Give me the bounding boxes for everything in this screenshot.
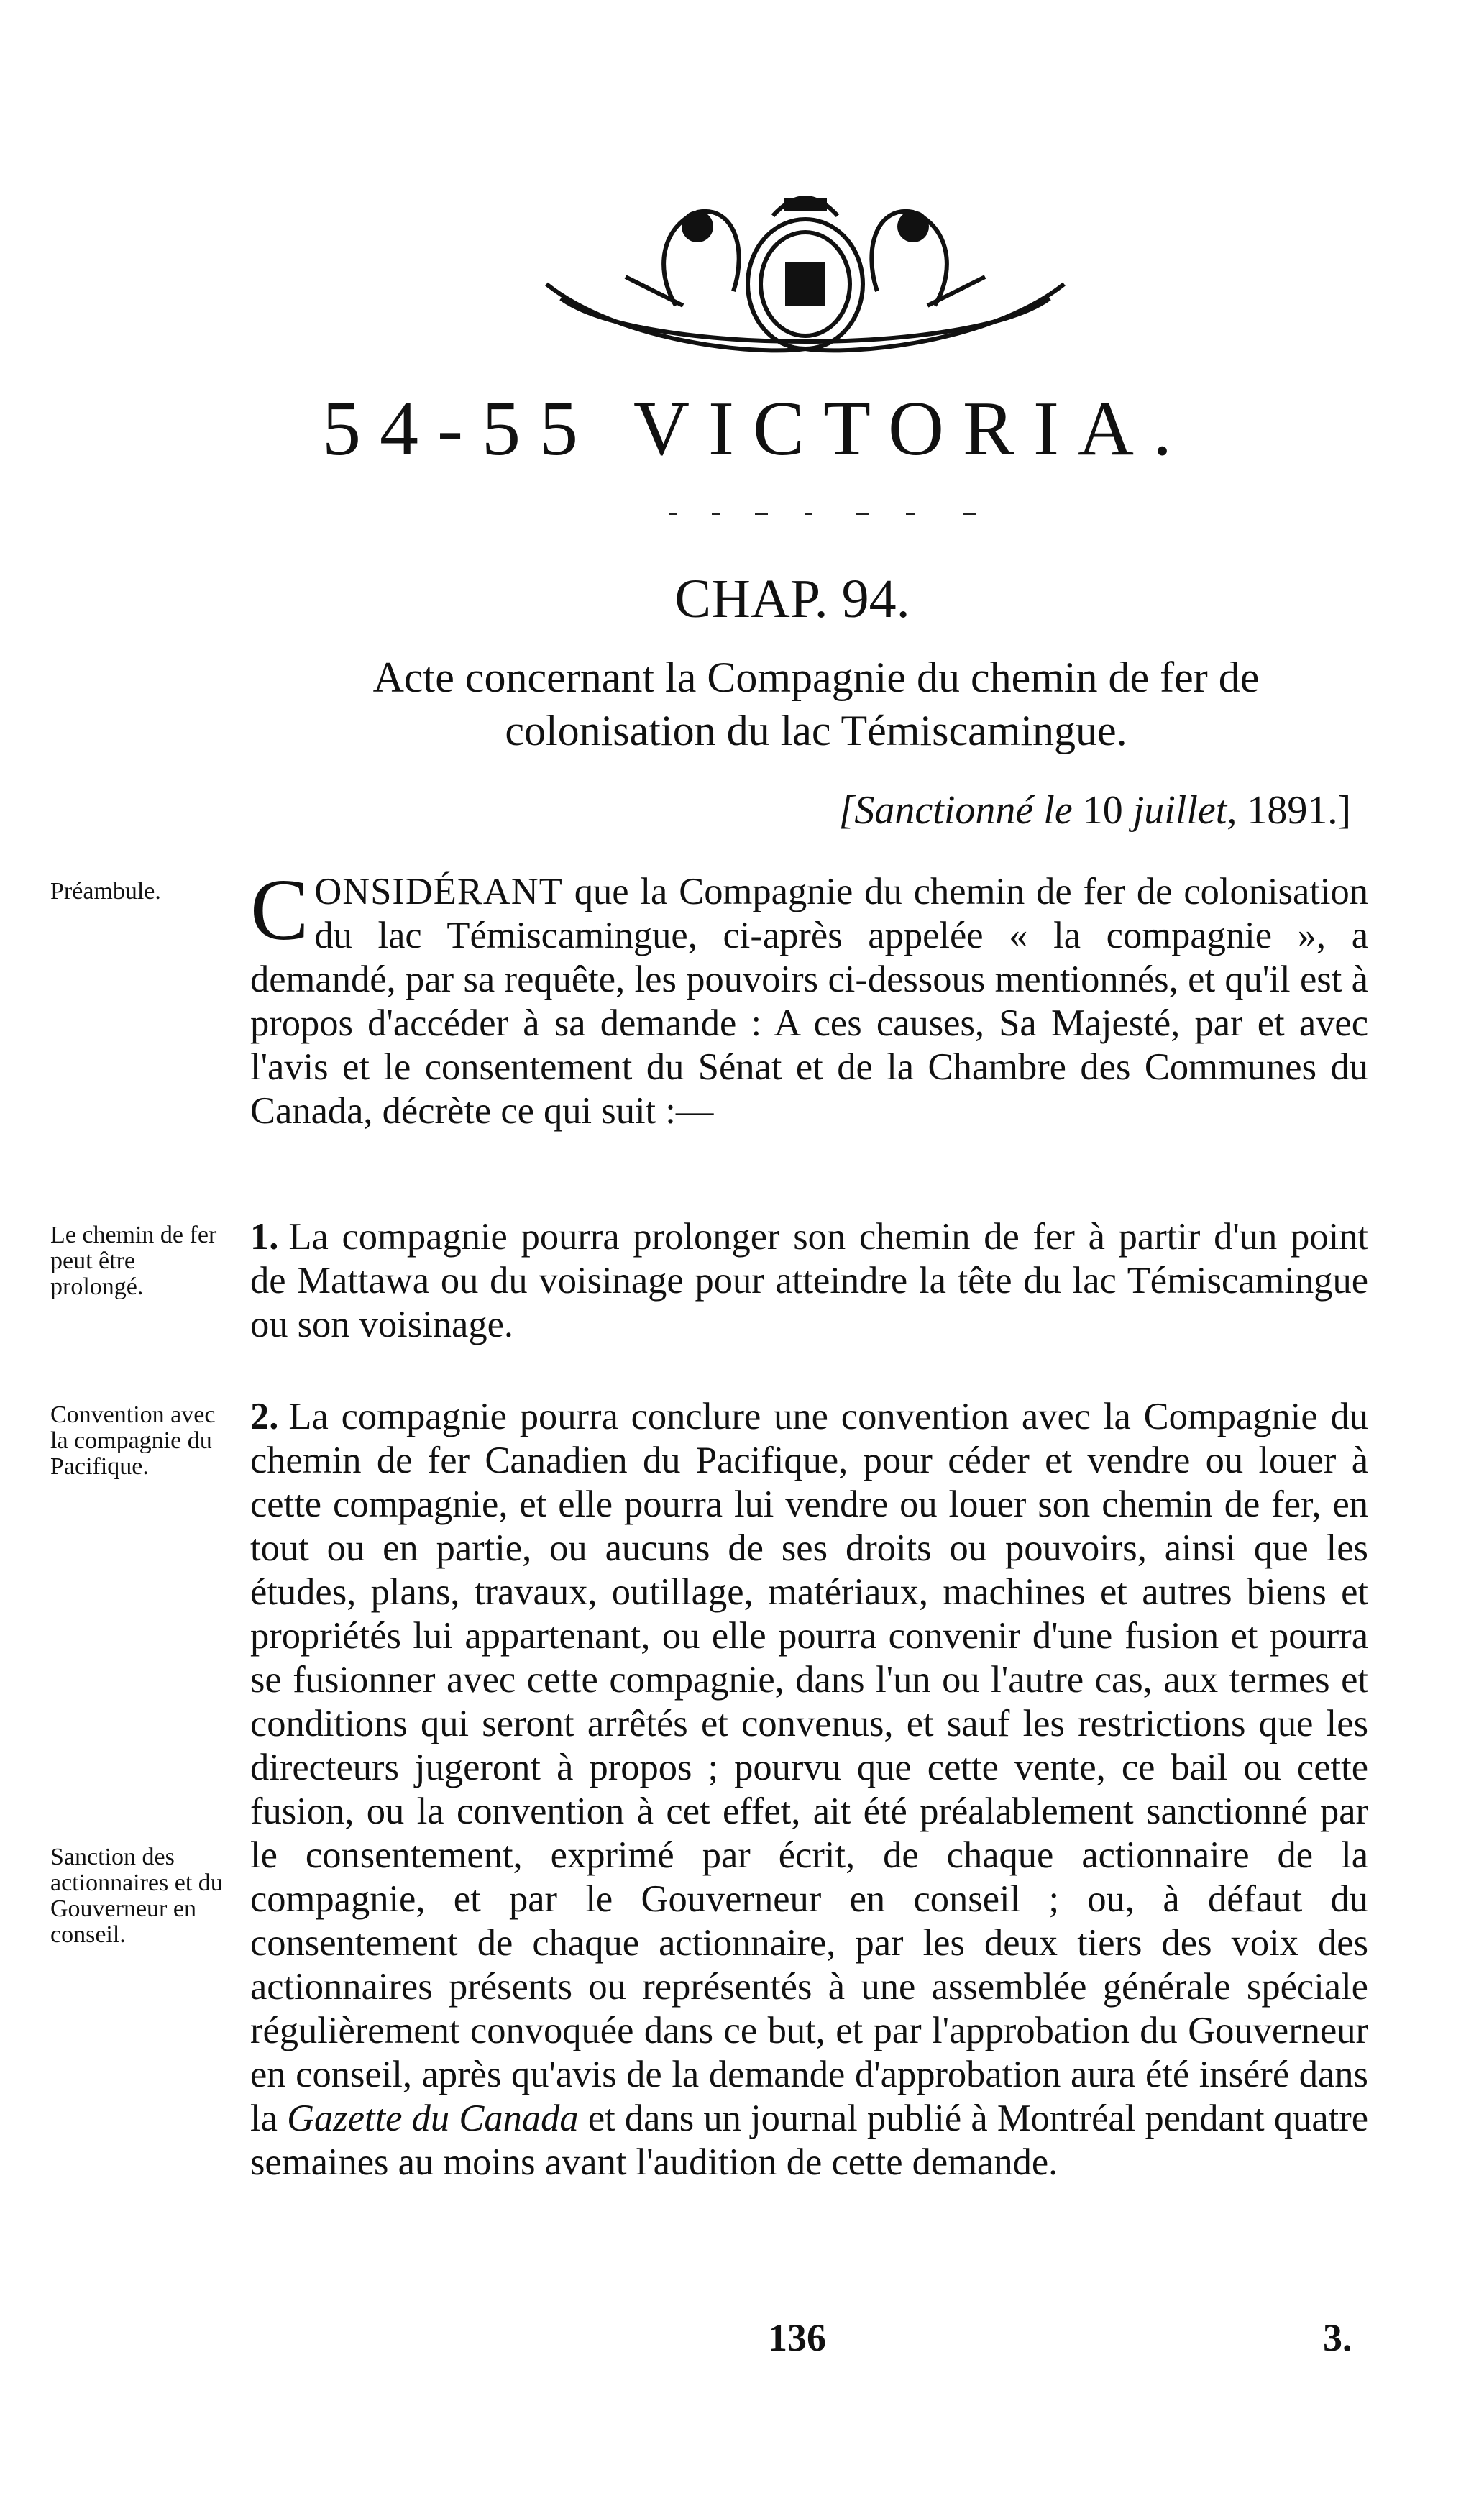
- sanction-day: 10: [1082, 788, 1123, 833]
- drop-cap: C: [250, 861, 309, 959]
- gazette-reference: Gazette du Canada: [287, 2098, 579, 2139]
- section-2-paragraph: [250, 1395, 1368, 2185]
- divider-rule: [669, 512, 978, 516]
- sanction-prefix: [Sanctionné le: [838, 788, 1073, 833]
- sanction-year: 1891.]: [1247, 788, 1351, 833]
- sanction-month: juillet,: [1132, 788, 1237, 833]
- margin-note-preamble: Préambule.: [50, 878, 161, 905]
- chapter-heading: CHAP. 94.: [674, 569, 910, 629]
- section-2-text-b: et dans un journal publié à Montréal pendant quatre semaines au moins avant l'audition de cette demande.: [250, 2098, 1369, 2183]
- preamble-lead: ONSIDÉRANT: [314, 871, 563, 912]
- margin-note-section-2-sanction: Sanction des actionnaires et du Gouverneur en conseil.: [50, 1844, 223, 1948]
- page-number: 136: [768, 2316, 826, 2359]
- section-2-number: 2.: [250, 1396, 279, 1437]
- section-1-number: 1.: [250, 1216, 279, 1258]
- margin-note-section-2: Convention avec la compagnie du Pacifique.: [50, 1401, 216, 1480]
- sanction-date: [839, 787, 1351, 833]
- act-title-line-2: colonisation du lac Témiscamingue.: [505, 707, 1127, 754]
- preamble-text: que la Compagnie du chemin de fer de colonisation du lac Témiscamingue, ci-après appelée « la compagnie », a demandé, par sa requête, les pouvoirs ci-dessous mentionnés, et qu'il est à propos d'accéder à sa demande : A ces causes, Sa Majesté, par et avec l'avis et le consentement du Sénat et de la Chambre des Communes du Canada, décrète ce qui suit :—: [250, 871, 1368, 1132]
- page-title: 54-55 VICTORIA.: [321, 386, 1191, 472]
- act-title: [248, 651, 1384, 757]
- royal-coat-of-arms-icon: [518, 183, 1093, 363]
- section-1-paragraph: [250, 1215, 1368, 1347]
- act-title-line-1: Acte concernant la Compagnie du chemin de fer de: [372, 654, 1260, 701]
- section-2-text-a: La compagnie pourra conclure une convention avec la Compagnie du chemin de fer Canadien du Pacifique, pour céder et vendre ou louer à cette compagnie, et elle pourra lui vendre ou louer son chemin de fer, en tout ou en partie, ou aucuns de ses droits ou pouvoirs, ainsi que les études, plans, travaux, outillage, matériaux, machines et autres biens et propriétés lui appartenant, ou elle pourra convenir d'une fusion et pourra se fusionner avec cette compagnie, dans l'un ou l'autre cas, aux termes et conditions qui seront arrêtés et convenus, et sauf les restrictions que les directeurs jugeront à propos ; pourvu que cette vente, ce bail ou cette fusion, ou la convention à cet effet, ait été préalablement sanctionné par le consentement, exprimé par écrit, de chaque actionnaire de la compagnie, et par le Gouverneur en conseil ; ou, à défaut du consentement de chaque actionnaire, par les deux tiers des voix des actionnaires présents ou représentés à une assemblée générale spéciale régulièrement convoquée dans ce but, et par l'approbation du Gouverneur en conseil, après qu'avis de la demande d'approbation aura été inséré dans la: [250, 1396, 1368, 2139]
- preamble-paragraph: [250, 861, 1368, 1133]
- section-1-text: La compagnie pourra prolonger son chemin de fer à partir d'un point de Mattawa ou du voisinage pour atteindre la tête du lac Témiscamingue ou son voisinage.: [250, 1216, 1368, 1345]
- margin-note-section-1: Le chemin de fer peut être prolongé.: [50, 1222, 217, 1300]
- catchword: 3.: [1323, 2316, 1352, 2359]
